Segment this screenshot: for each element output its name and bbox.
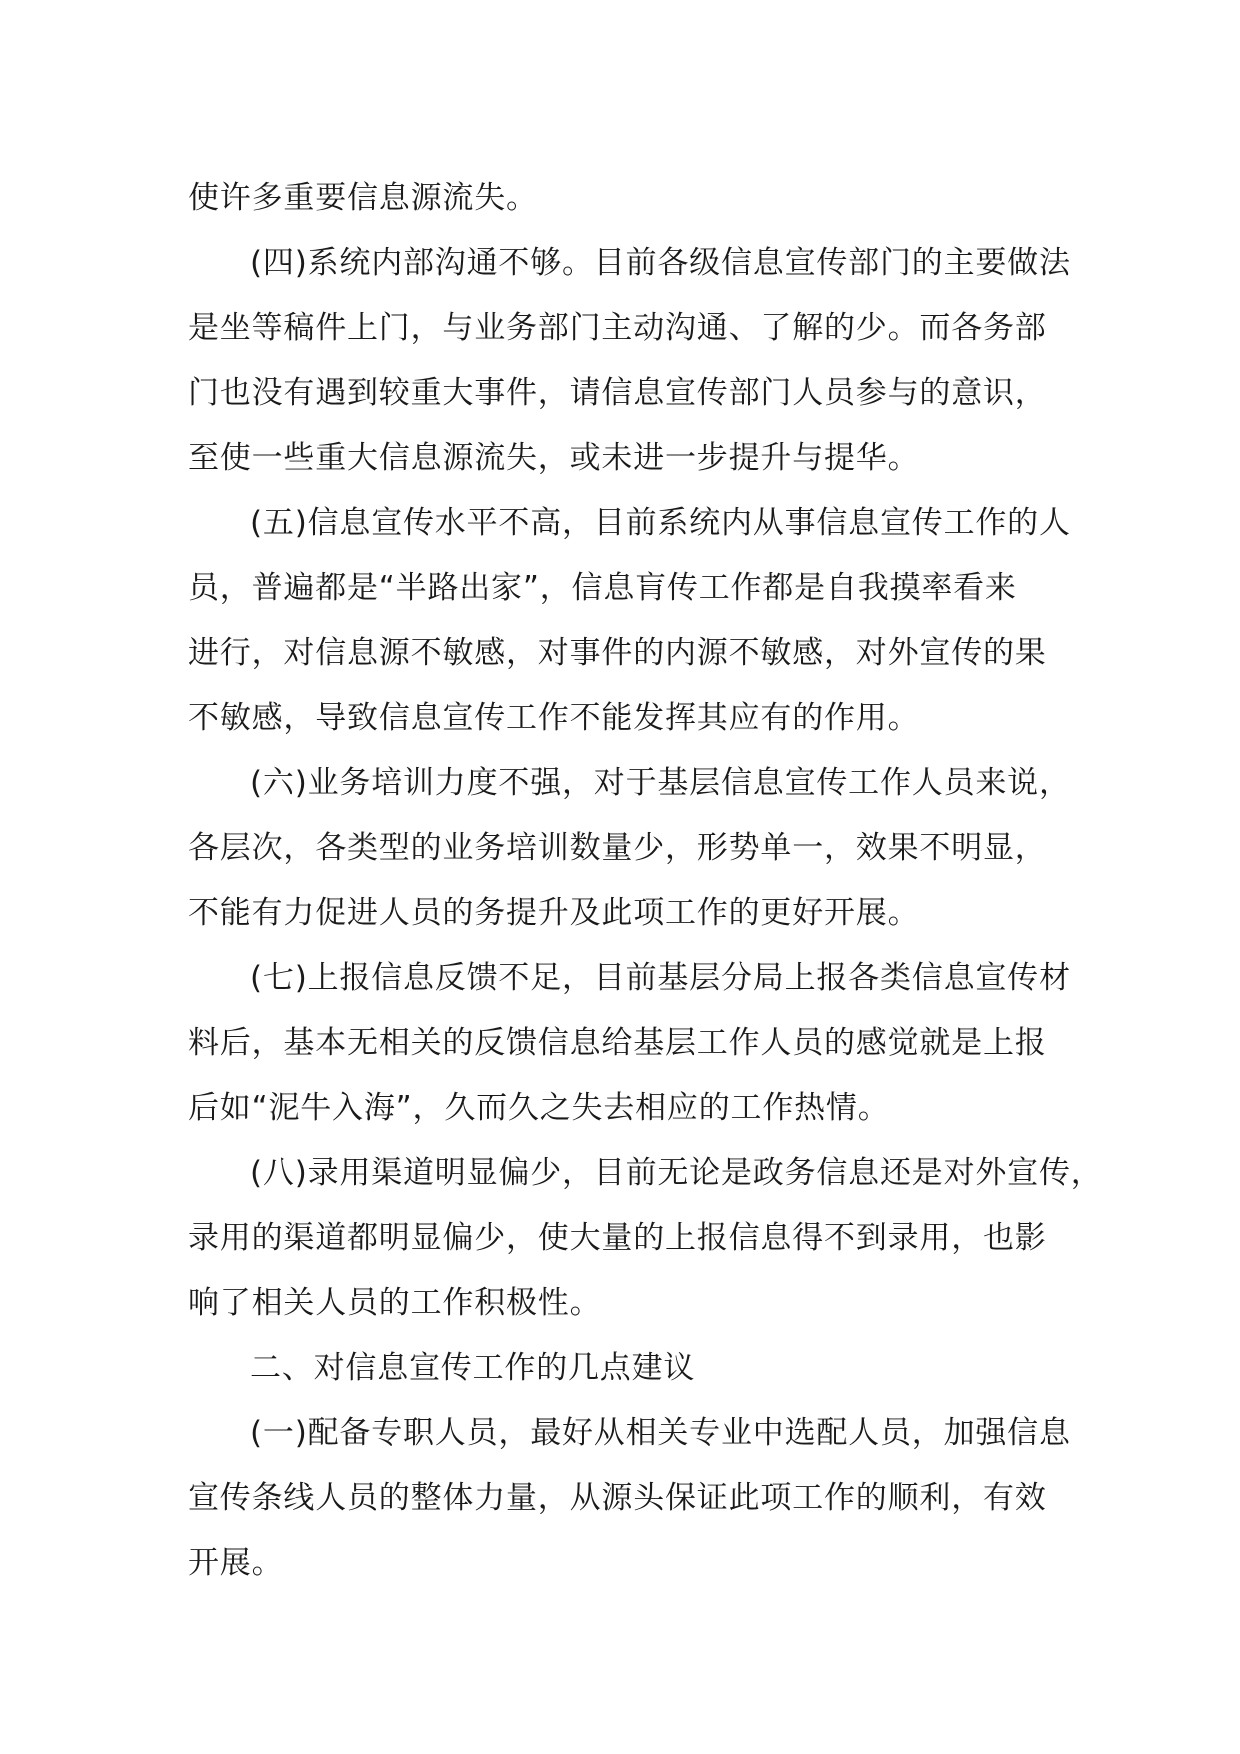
text-line: 门也没有遇到较重大事件，请信息宣传部门人员参与的意识， (188, 375, 1047, 411)
paragraph-section-five (188, 491, 1071, 751)
paragraph-section-six (188, 751, 1071, 946)
text-line: (五)信息宣传水平不高，目前系统内从事信息宣传工作的人 (250, 505, 1071, 541)
text-line: 进行，对信息源不敏感，对事件的内源不敏感，对外宣传的果 (188, 635, 1047, 671)
paragraph-continuation (188, 166, 1068, 231)
text-line: 录用的渠道都明显偏少，使大量的上报信息得不到录用，也影 (188, 1220, 1047, 1256)
text-line: 至使一些重大信息源流失，或未进一步提升与提华。 (188, 440, 920, 476)
text-line: 料后，基本无相关的反馈信息给基层工作人员的感觉就是上报 (188, 1025, 1047, 1061)
text-line: (四)系统内部沟通不够。目前各级信息宣传部门的主要做法 (250, 245, 1071, 281)
text-line: 使许多重要信息源流失。 (188, 180, 538, 216)
section-heading-suggestions (188, 1336, 1068, 1401)
paragraph-section-eight (188, 1141, 1103, 1336)
paragraph-suggestion-one (188, 1401, 1071, 1596)
text-line: 员，普遍都是“半路出家”，信息肓传工作都是自我摸率看来 (188, 570, 1017, 606)
section-heading: 二、对信息宣传工作的几点建议 (250, 1350, 696, 1386)
text-line: 响了相关人员的工作积极性。 (188, 1285, 602, 1321)
text-line: (八)录用渠道明显偏少，目前无论是政务信息还是对外宣传， (250, 1155, 1103, 1191)
text-line: 宣传条线人员的整体力量，从源头保证此项工作的顺利，有效 (188, 1480, 1047, 1516)
document-page (188, 166, 1103, 1596)
text-line: (七)上报信息反馈不足，目前基层分局上报各类信息宣传材 (250, 960, 1071, 996)
text-line: 是坐等稿件上门，与业务部门主动沟通、了解的少。而各务部 (188, 310, 1047, 346)
text-line: 不敏感，导致信息宣传工作不能发挥其应有的作用。 (188, 700, 920, 736)
paragraph-section-seven (188, 946, 1071, 1141)
paragraph-section-four (188, 231, 1071, 491)
text-line: 开展。 (188, 1545, 284, 1581)
text-line: (一)配备专职人员，最好从相关专业中选配人员，加强信息 (250, 1415, 1071, 1451)
text-line: 各层次，各类型的业务培训数量少，形势单一，效果不明显， (188, 830, 1047, 866)
text-line: 后如“泥牛入海”，久而久之失去相应的工作热情。 (188, 1090, 890, 1126)
text-line: 不能有力促进人员的务提升及此项工作的更好开展。 (188, 895, 920, 931)
text-line: (六)业务培训力度不强，对于基层信息宣传工作人员来说， (250, 765, 1071, 801)
